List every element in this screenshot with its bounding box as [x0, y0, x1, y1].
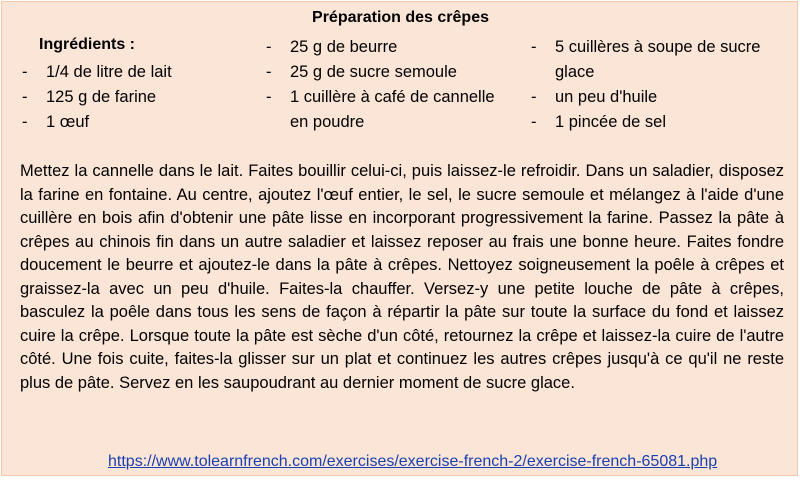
bullet-dash: - — [22, 113, 28, 131]
bullet-dash: - — [266, 38, 272, 56]
ingredient-text: 25 g de beurre — [290, 38, 398, 56]
list-item — [266, 35, 506, 60]
bullet-dash: - — [22, 88, 28, 106]
list-item — [22, 110, 242, 135]
ingredient-text: 125 g de farine — [46, 88, 157, 106]
recipe-title: Préparation des crêpes — [312, 9, 489, 26]
bullet-dash: - — [531, 113, 537, 131]
list-item — [22, 60, 242, 85]
ingredients-header: Ingrédients : — [39, 36, 136, 53]
ingredients-column-3 — [531, 35, 793, 135]
ingredients-column-2 — [266, 35, 506, 135]
bullet-dash: - — [266, 63, 272, 81]
list-item — [266, 85, 506, 135]
ingredient-text: 5 cuillères à soupe de sucre glace — [555, 38, 761, 81]
instructions-paragraph: Mettez la cannelle dans le lait. Faites bouillir celui-ci, puis laissez-le refroidir. Dans un saladier, disposez la farine en fontaine. Au centre, ajoutez l'œuf entier, le sel, le sucre semoule et mélangez à l'aide d'une cuillère en bois afin d'obtenir une pâte lisse en incorporant progressivement la farine. Passez la pâte à crêpes au chinois fin dans un autre saladier et laissez reposer au frais une bonne heure. Faites fondre doucement le beurre et ajoutez-le dans la pâte à crêpes. Nettoyez soigneusement la poêle à crêpes et graissez-la avec un peu d'huile. Faites-la chauffer. Versez-y une petite louche de pâte à crêpes, basculez la poêle dans tous les sens de façon à répartir la pâte sur toute la surface du fond et laissez cuire la crêpe. Lorsque toute la pâte est sèche d'un côté, retournez la crêpe et laissez-la cuire de l'autre côté. Une fois cuite, faites-la glisser sur un plat et continuez les autres crêpes jusqu'à ce qu'il ne reste plus de pâte. Servez en les saupoudrant au dernier moment de sucre glace. — [20, 162, 784, 392]
bullet-dash: - — [531, 88, 537, 106]
ingredient-text: 1 œuf — [46, 113, 90, 131]
ingredient-text: 1 pincée de sel — [555, 113, 666, 131]
bullet-dash: - — [531, 38, 537, 56]
ingredients-column-1 — [22, 60, 242, 135]
source-link[interactable]: https://www.tolearnfrench.com/exercises/exercise-french-2/exercise-french-65081.php — [108, 453, 718, 470]
ingredient-text: un peu d'huile — [555, 88, 658, 106]
recipe-card — [1, 1, 798, 476]
ingredient-text: 1 cuillère à café de cannelle en poudre — [290, 88, 495, 131]
bullet-dash: - — [22, 63, 28, 81]
ingredient-text: 1/4 de litre de lait — [46, 63, 172, 81]
list-item — [266, 60, 506, 85]
bullet-dash: - — [266, 88, 272, 106]
ingredient-text: 25 g de sucre semoule — [290, 63, 457, 81]
list-item — [22, 85, 242, 110]
list-item — [531, 110, 793, 135]
list-item — [531, 35, 793, 85]
list-item — [531, 85, 793, 110]
